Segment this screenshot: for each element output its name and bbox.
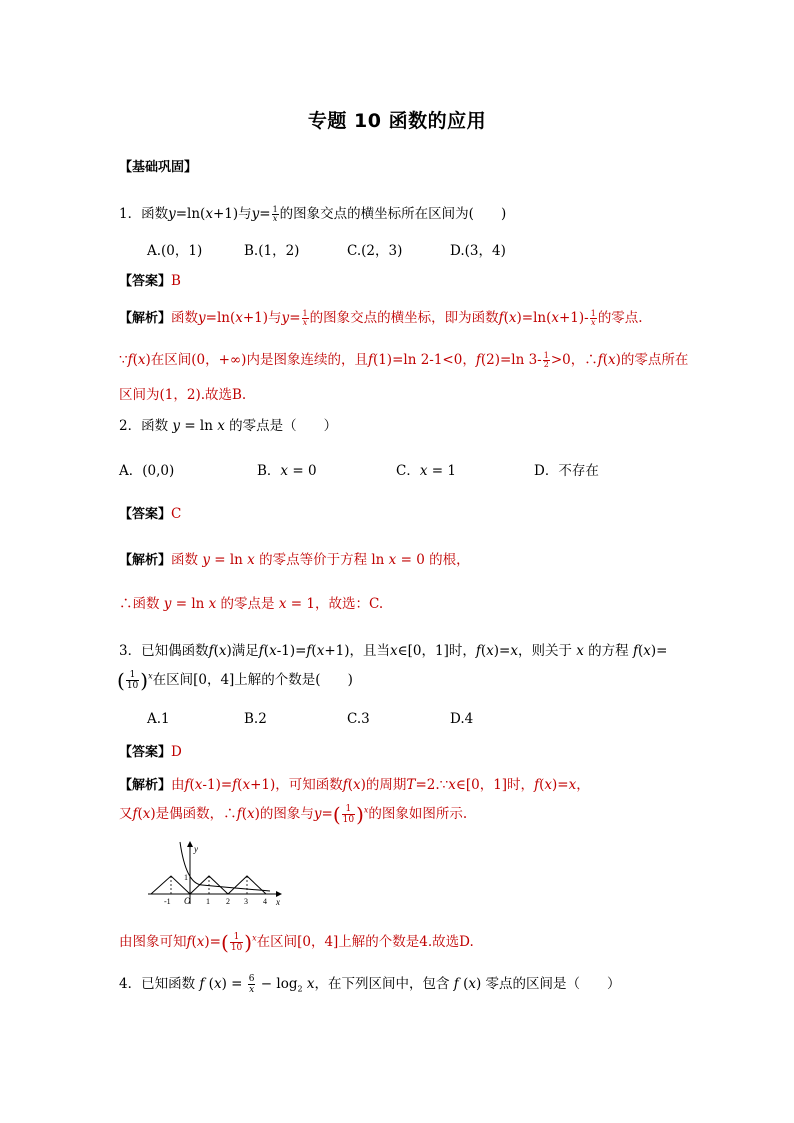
- function-graph: [144, 838, 284, 908]
- q1-option-c: C.(2，3): [347, 243, 403, 259]
- section-heading: 【基础巩固】: [119, 160, 198, 175]
- origin-label: O: [184, 896, 191, 906]
- question-3-stem-2: ( $\frac{1}{10}$ )$^x$在区间[0，4]上解的个数是( ): [117, 668, 353, 693]
- q3-option-b: B.2: [244, 711, 267, 727]
- x-tick--1: -1: [164, 897, 171, 906]
- q2-analysis-line-1: 【解析】函数 y = ln x 的零点等价于方程 ln x = 0 的根，: [119, 552, 470, 568]
- q2-option-d: D．不存在: [534, 463, 599, 479]
- q2-answer: 【答案】C: [119, 506, 182, 522]
- q3-option-a: A.1: [147, 711, 170, 727]
- answer-label: 【答案】: [119, 274, 172, 289]
- q1-analysis-line-1: 【解析】函数y=ln(x+1)与y= $\frac{1}{x}$ 的图象交点的横坐标，即为函数f(x)=ln(x+1)- $\frac{1}{x}$ 的零点.: [119, 309, 643, 327]
- q1-analysis-line-2: ∵f(x)在区间(0，+∞)内是图象连续的，且f(1)=ln 2-1<0，f(2)=ln 3- $\frac{1}{2}$ >0，∴f(x)的零点所在: [119, 351, 689, 369]
- q2-option-c: C．x = 1: [396, 463, 456, 479]
- question-2-stem: 2．函数 y = ln x 的零点是（ ）: [119, 418, 338, 434]
- x-tick-4: 4: [263, 897, 267, 906]
- q3-answer: 【答案】D: [119, 744, 182, 760]
- q2-option-b: B．x = 0: [257, 463, 317, 479]
- x-tick-2: 2: [226, 897, 230, 906]
- q3-option-c: C.3: [347, 711, 370, 727]
- page-title: 专题 10 函数的应用: [307, 110, 487, 132]
- q1-answer: 【答案】B: [119, 273, 181, 289]
- question-4-stem: 4．已知函数 f (x) = $\frac{6}{x}$ − $\log_2 x$，在下列区间中，包含 f (x) 零点的区间是（ ）: [119, 974, 621, 995]
- y-tick-one: 1: [184, 873, 188, 882]
- q2-analysis-line-2: ∴函数 y = ln x 的零点是 x = 1，故选：C.: [119, 596, 384, 612]
- q3-option-d: D.4: [450, 711, 474, 727]
- question-3-stem-1: 3．已知偶函数f(x)满足f(x-1)=f(x+1)，且当x∈[0，1]时，f(x)=x，则关于 x 的方程 f(x)=: [119, 643, 668, 659]
- q1-analysis-line-3: 区间为(1，2).故选B.: [119, 387, 247, 403]
- q1-option-b: B.(1，2): [244, 243, 300, 259]
- q1-option-a: A.(0，1): [147, 243, 203, 259]
- question-1-stem: 1．函数y=ln(x+1)与y= $\frac{1}{x}$ 的图象交点的横坐标所在区间为( ): [119, 205, 507, 223]
- q2-option-a: A．(0,0): [119, 463, 175, 479]
- x-tick-3: 3: [244, 897, 248, 906]
- q3-analysis-line-1: 【解析】由f(x-1)=f(x+1)，可知函数f(x)的周期T=2.∵x∈[0，1]时，f(x)=x，: [119, 777, 590, 793]
- x-axis-label: x: [276, 897, 280, 907]
- q3-analysis-line-3: 由图象可知f(x)=( $\frac{1}{10}$ )$^x$在区间[0，4]上解的个数是4.故选D.: [119, 930, 474, 955]
- x-tick-1: 1: [206, 897, 210, 906]
- q1-option-d: D.(3，4): [450, 243, 506, 259]
- q3-analysis-line-2: 又f(x)是偶函数，∴f(x)的图象与y=( $\frac{1}{10}$ )$^x$的图象如图所示.: [119, 802, 468, 827]
- y-axis-label: y: [194, 844, 198, 854]
